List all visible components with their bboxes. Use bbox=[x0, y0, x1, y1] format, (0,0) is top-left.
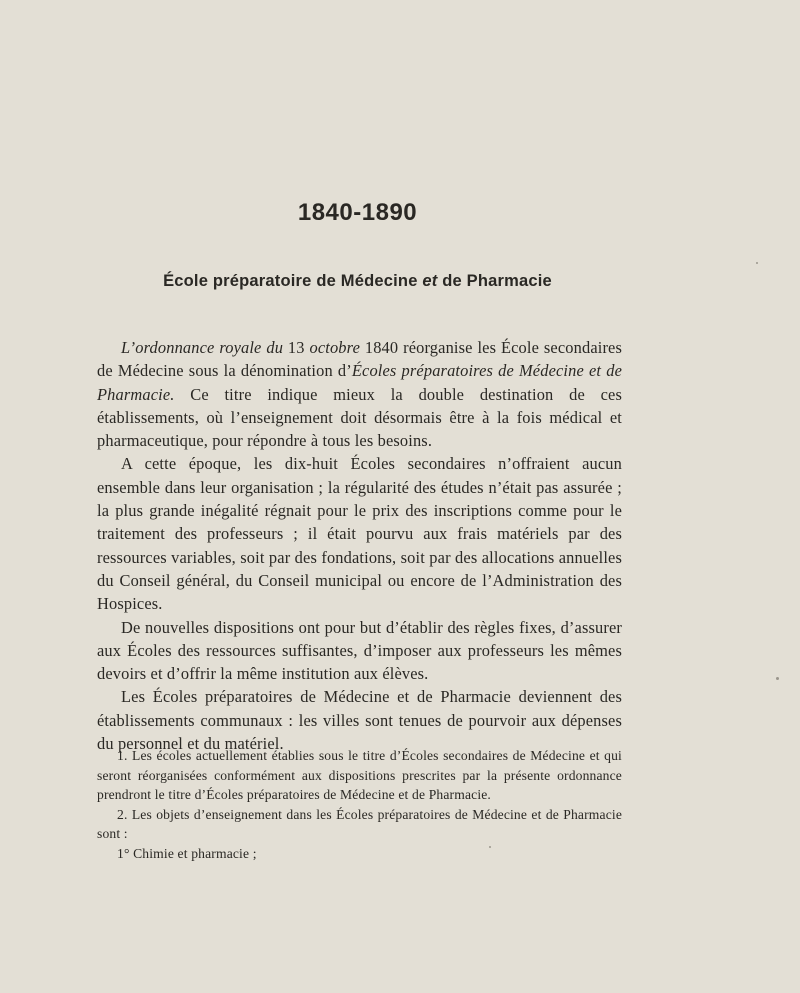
paragraph-1-text-end: Ce titre indique mieux la double destination de ces établissements, où l’enseignement doit désormais être à la fois médical et pharmaceutique, pour répondre à tous les besoins. bbox=[97, 384, 622, 451]
paragraph-1 bbox=[97, 336, 622, 452]
footnote-1: 1. Les écoles actuellement établies sous le titre d’Écoles secondaires de Médecine et qui seront réorganisées conformément aux dispositions prescrites par la présente ordonnance prendront le titre d’Écoles préparatoires de Médecine et de Pharmacie. bbox=[97, 748, 622, 803]
section-subtitle bbox=[0, 272, 715, 291]
paragraph-3: De nouvelles dispositions ont pour but d’établir des règles fixes, d’assurer aux Écoles des ressources suffisantes, d’imposer aux professeurs les mêmes devoirs et d’offrir la même institution aux élèves. bbox=[97, 617, 622, 684]
paper-speck bbox=[489, 846, 491, 848]
paragraph-4: Les Écoles préparatoires de Médecine et de Pharmacie deviennent des établissements communaux : les villes sont tenues de pourvoir aux dépenses du personnel et du matériel. bbox=[97, 687, 622, 754]
footnote-2-item-1: 1° Chimie et pharmacie ; bbox=[117, 845, 257, 861]
ordinance-day: 13 bbox=[283, 338, 310, 357]
school-designation: Écoles préparatoires de Médecine et de Pharmacie. bbox=[97, 361, 623, 404]
page-title: 1840-1890 bbox=[297, 199, 418, 226]
ordinance-month: octobre bbox=[309, 338, 360, 357]
paper-speck bbox=[776, 677, 779, 680]
footnote-2: 2. Les objets d’enseignement dans les Écoles préparatoires de Médecine et de Pharmacie sont : bbox=[97, 806, 622, 842]
paper-speck bbox=[756, 262, 758, 264]
ordinance-reference: L’ordonnance royale du bbox=[121, 338, 284, 357]
body-text bbox=[97, 336, 622, 755]
subtitle-text-end: de Pharmacie bbox=[437, 272, 552, 290]
subtitle-text-italic: et bbox=[422, 272, 438, 290]
subtitle-text-start: École préparatoire de Médecine bbox=[163, 272, 423, 290]
paragraph-1-text: 1840 réorganise les École secondaires de Médecine sous la dénomination d’ bbox=[97, 338, 623, 381]
footnotes bbox=[97, 746, 622, 864]
paragraph-2: A cette époque, les dix-huit Écoles secondaires n’offraient aucun ensemble dans leur organisation ; la régularité des études n’était pas assurée ; la plus grande inégalité régnait pour le prix des inscriptions comme pour le traitement des professeurs ; il était pourvu aux frais matériels par des ressources variables, soit par des fondations, soit par des allocations annuelles du Conseil général, du Conseil municipal ou encore de l’Administration des Hospices. bbox=[97, 454, 622, 614]
